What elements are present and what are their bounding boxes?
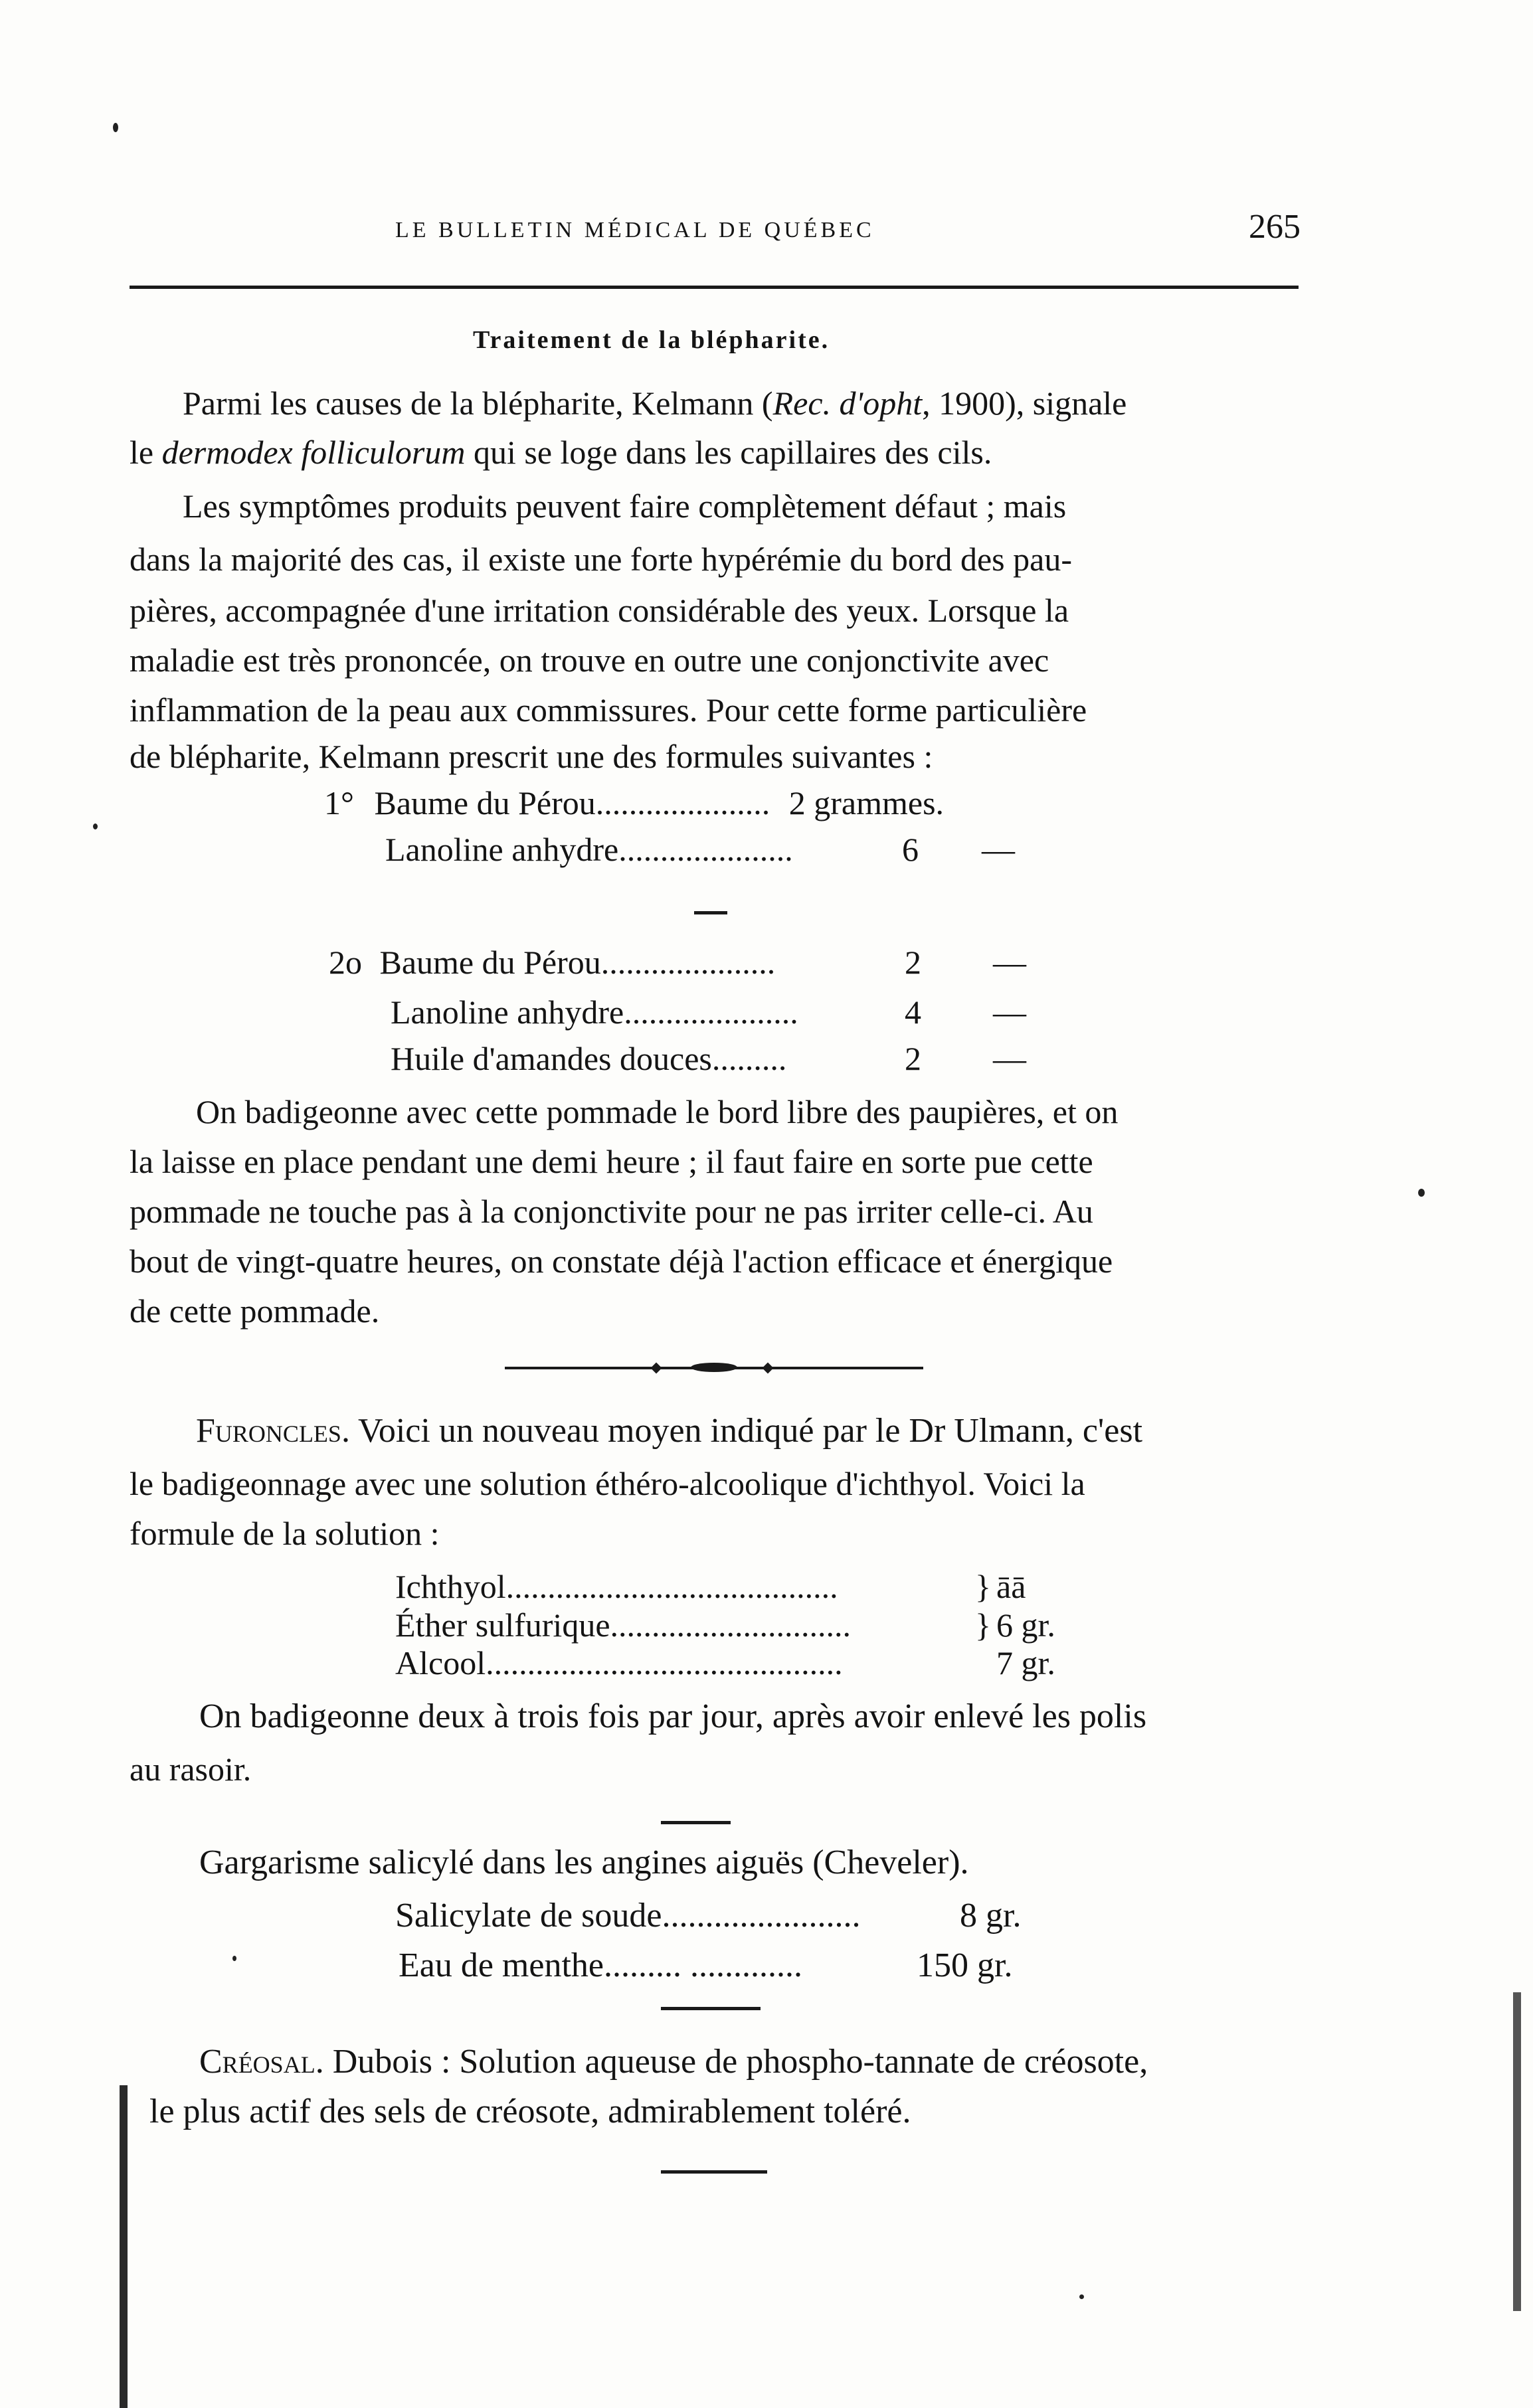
formula1-row (324, 784, 944, 822)
creosal-line2: le plus actif des sels de créosote, admirablement toléré. (149, 2093, 911, 2130)
formula-item: Ichthyol (395, 1568, 506, 1605)
formula-qty: 150 gr. (917, 1946, 1013, 1984)
formula-qty: 6 gr. (996, 1606, 1055, 1644)
formula2-row (391, 1039, 786, 1078)
scan-speck (1418, 1189, 1425, 1197)
furoncles-formula-row (395, 1606, 851, 1644)
para1-line2-pre: le (130, 434, 162, 471)
scan-margin-edge (120, 2085, 128, 2408)
para3-line: de cette pommade. (130, 1292, 380, 1330)
formula-brace: } (975, 1568, 991, 1605)
formula2-qty: 4 (905, 993, 921, 1031)
para2-line: Les symptômes produits peuvent faire complètement défaut ; mais (183, 487, 1067, 525)
para1-line1-post: , 1900), signale (922, 385, 1127, 422)
creosal-lead: Créosal. (199, 2043, 324, 2081)
separator-dash (661, 2007, 761, 2010)
formula-qty: āā (996, 1568, 1026, 1605)
formula2-qty: 2 (905, 944, 921, 981)
para2-line: pières, accompagnée d'une irritation considérable des yeux. Lorsque la (130, 592, 1069, 629)
formula2-row (391, 993, 798, 1031)
furoncles-line1-rest: Voici un nouveau moyen indiqué par le Dr Ulmann, c'est (349, 1412, 1143, 1450)
para1-line1-italic: Rec. d'opht (772, 385, 923, 422)
furoncles-line: formule de la solution : (130, 1515, 440, 1552)
creosal-line1-rest: Dubois : Solution aqueuse de phospho-tannate de créosote, (323, 2043, 1148, 2081)
gargarisme-formula-row (399, 1946, 802, 1985)
section-title-blepharite: Traitement de la blépharite. (473, 326, 830, 354)
para1-line2-italic: dermodex folliculorum (161, 434, 466, 471)
formula2-qty: 2 (905, 1040, 921, 1077)
furoncles-formula-row (395, 1567, 838, 1606)
furoncles-after-line: au rasoir. (130, 1751, 252, 1788)
para1-line2 (130, 433, 992, 472)
para1-line1 (183, 384, 1127, 422)
gargarisme-title: Gargarisme salicylé dans les angines aiguës (Cheveler). (199, 1844, 969, 1881)
scan-speck (1079, 2294, 1084, 2299)
formula-dots: ......... ............. (603, 1946, 802, 1984)
formula2-dots: ......... (711, 1040, 787, 1077)
formula-brace: } (975, 1606, 991, 1644)
formula2-mark: — (993, 944, 1026, 981)
furoncles-after-line: On badigeonne deux à trois fois par jour, après avoir enlevé les polis (199, 1697, 1147, 1735)
formula1-mark: — (982, 831, 1015, 868)
running-title: LE BULLETIN MÉDICAL DE QUÉBEC (395, 218, 875, 242)
formula2-item: Lanoline anhydre (391, 993, 624, 1031)
scan-speck (232, 1956, 236, 1961)
formula2-dots: ..................... (624, 993, 798, 1031)
para2-line: de blépharite, Kelmann prescrit une des formules suivantes : (130, 738, 933, 775)
furoncles-lead: Furoncles. (196, 1412, 350, 1450)
para3-line: bout de vingt-quatre heures, on constate déjà l'action efficace et énergique (130, 1243, 1113, 1280)
para3-line: la laisse en place pendant une demi heure ; il faut faire en sorte pue cette (130, 1143, 1093, 1180)
scan-speck (93, 823, 98, 829)
formula-dots: ........................................ (505, 1568, 838, 1605)
formula1-qty: 2 grammes. (788, 784, 945, 821)
furoncles-formula-row (395, 1644, 843, 1682)
separator-dash (661, 1821, 731, 1824)
para3-line: pommade ne touche pas à la conjonctivite pour ne pas irriter celle-ci. Au (130, 1193, 1093, 1230)
page-number: 265 (1249, 208, 1301, 246)
formula2-mark: — (993, 1040, 1026, 1077)
formula-qty: 7 gr. (996, 1644, 1055, 1681)
para1-line2-post: qui se loge dans les capillaires des cils. (465, 434, 992, 471)
separator-dash (661, 2170, 767, 2174)
formula1-dots: ..................... (618, 831, 793, 868)
formula-item: Salicylate de soude (395, 1897, 662, 1935)
ornamental-divider (505, 1361, 923, 1375)
gargarisme-formula-row (395, 1896, 860, 1935)
formula2-row (329, 943, 775, 982)
formula-dots: ............................. (610, 1606, 852, 1644)
furoncles-line1 (196, 1411, 1142, 1450)
formula1-qty: 6 (902, 831, 919, 868)
formula1-item: Baume du Pérou (374, 784, 596, 821)
creosal-line1 (199, 2042, 1148, 2081)
formula1-num: 1° (324, 784, 354, 821)
furoncles-line: le badigeonnage avec une solution éthéro-alcoolique d'ichthyol. Voici la (130, 1465, 1085, 1502)
para2-line: inflammation de la peau aux commissures. Pour cette forme particulière (130, 691, 1087, 729)
formula-qty: 8 gr. (960, 1897, 1022, 1935)
para1-line1-pre: Parmi les causes de la blépharite, Kelmann ( (183, 385, 773, 422)
header-rule (130, 286, 1299, 289)
para3-line: On badigeonne avec cette pommade le bord libre des paupières, et on (196, 1093, 1119, 1130)
formula-dots: ........................................... (486, 1644, 843, 1681)
formula-dots: ....................... (662, 1897, 861, 1935)
separator-dash (694, 911, 727, 914)
para2-line: maladie est très prononcée, on trouve en outre une conjonctivite avec (130, 642, 1049, 679)
scan-speck (113, 123, 118, 132)
formula2-mark: — (993, 993, 1026, 1031)
formula1-item: Lanoline anhydre (385, 831, 619, 868)
para2-line: dans la majorité des cas, il existe une forte hypérémie du bord des pau- (130, 541, 1072, 578)
formula-item: Eau de menthe (399, 1946, 604, 1984)
formula2-item: Huile d'amandes douces (391, 1040, 712, 1077)
formula-item: Alcool (395, 1644, 486, 1681)
formula-item: Éther sulfurique (395, 1606, 610, 1644)
formula1-row (385, 830, 793, 869)
formula2-item: Baume du Pérou (379, 944, 601, 981)
formula1-dots: ..................... (595, 784, 770, 821)
scan-margin-edge (1513, 1992, 1521, 2311)
formula2-dots: ..................... (600, 944, 776, 981)
formula2-num: 2o (329, 944, 362, 981)
